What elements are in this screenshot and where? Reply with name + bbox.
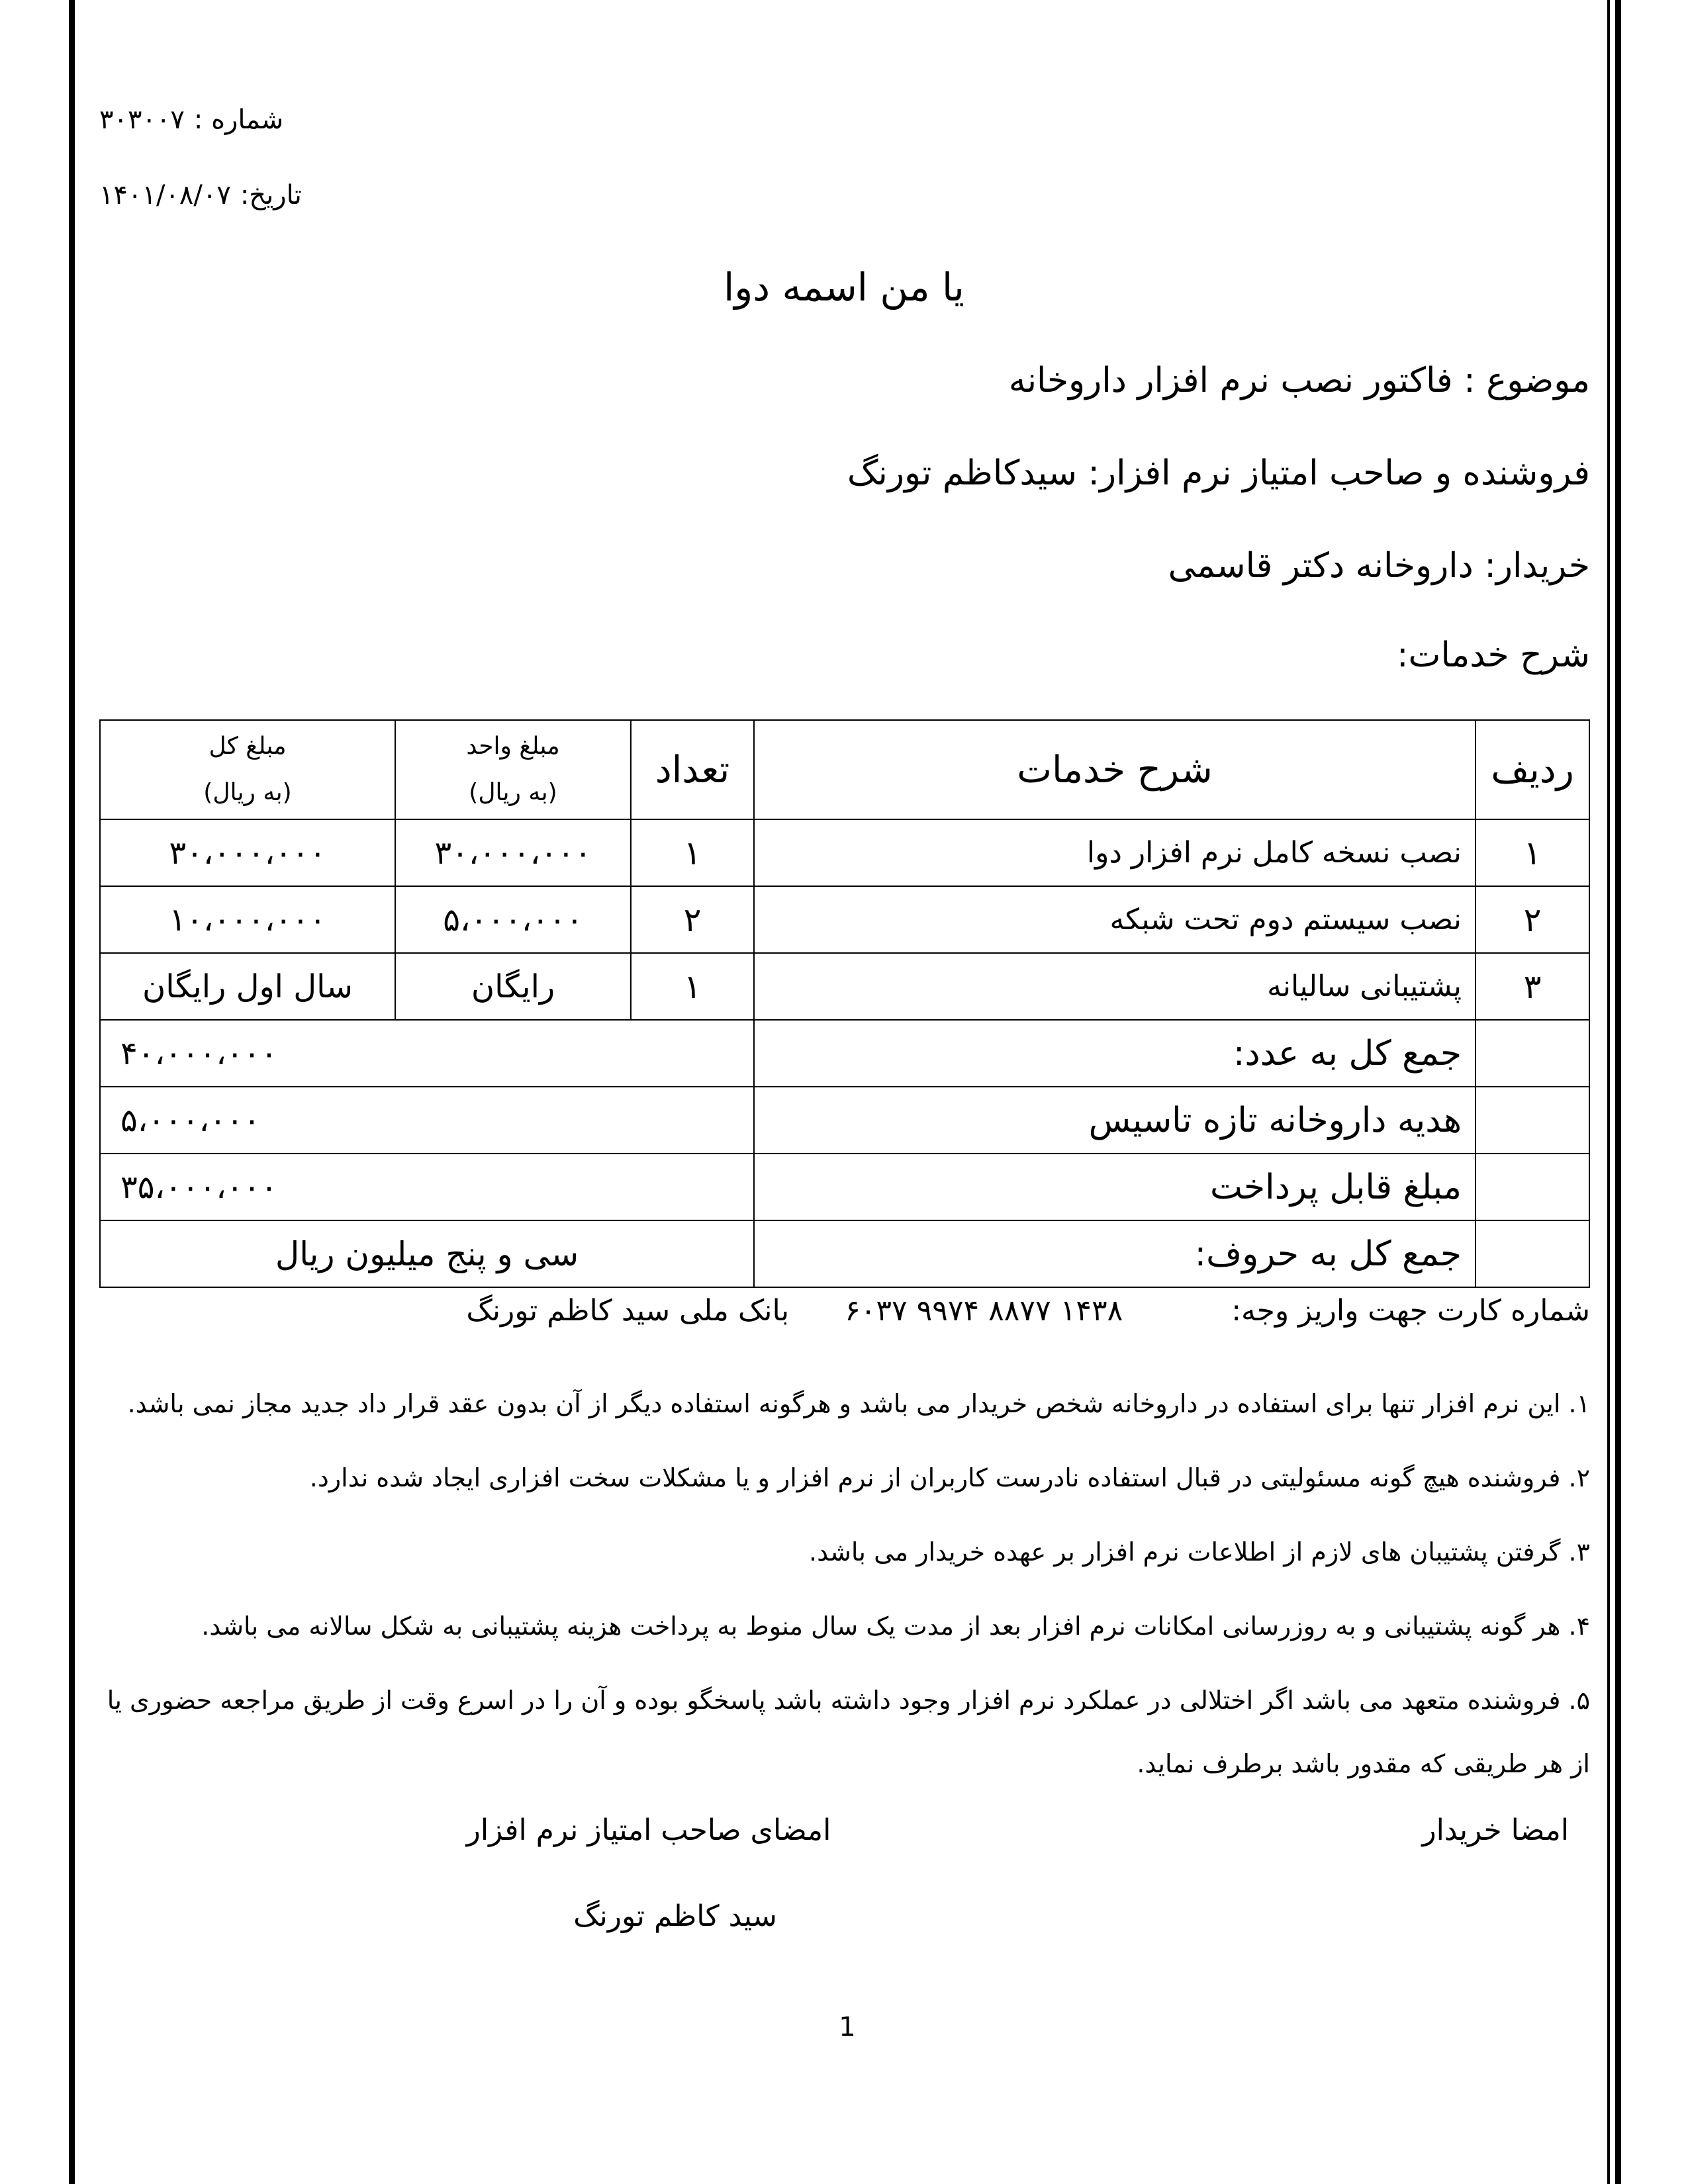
payment-card-line xyxy=(101,1294,1590,1328)
row-description: نصب نسخه کامل نرم افزار دوا xyxy=(754,819,1476,886)
total-price-note: (به ریال) xyxy=(203,779,292,806)
summary-empty-cell xyxy=(1476,1154,1589,1220)
unit-price-label: مبلغ واحد xyxy=(466,733,560,760)
summary-row-total-words xyxy=(100,1220,1589,1287)
summary-value-words: سی و پنج میلیون ریال xyxy=(100,1220,754,1287)
summary-row-payable xyxy=(100,1154,1589,1220)
invoice-seller: فروشنده و صاحب امتیاز نرم افزار: سیدکاظم تورنگ xyxy=(847,453,1590,493)
row-number: ۱ xyxy=(1476,819,1589,886)
invoice-date-value: ۱۴۰۱/۰۸/۰۷ xyxy=(99,180,231,210)
page-number: 1 xyxy=(839,2012,856,2042)
bank-name: بانک ملی سید کاظم تورنگ xyxy=(466,1294,790,1328)
term-item: ۲. فروشنده هیچ گونه مسئولیتی در قبال استفاده نادرست کاربران از نرم افزار و یا مشکلات سخت افزاری ایجاد شده ندارد. xyxy=(309,1463,1590,1492)
invoice-date-label: تاریخ: xyxy=(240,180,302,210)
col-header-quantity: تعداد xyxy=(631,720,754,819)
summary-label: جمع کل به حروف: xyxy=(754,1220,1476,1287)
invoice-subject: موضوع : فاکتور نصب نرم افزار داروخانه xyxy=(1008,361,1590,400)
invoice-table xyxy=(99,719,1590,1288)
invoice-number xyxy=(99,105,311,135)
basmala-heading: یا من اسمه دوا xyxy=(724,265,964,310)
summary-label: جمع کل به عدد: xyxy=(754,1020,1476,1087)
page-border-right-outer xyxy=(1615,0,1621,2184)
services-title: شرح خدمات: xyxy=(1397,635,1590,675)
summary-row-discount xyxy=(100,1087,1589,1154)
row-total-price: ۱۰،۰۰۰،۰۰۰ xyxy=(100,886,395,953)
row-quantity: ۱ xyxy=(631,819,754,886)
summary-empty-cell xyxy=(1476,1220,1589,1287)
invoice-number-label: شماره : xyxy=(193,105,284,135)
table-row xyxy=(100,886,1589,953)
row-total-price: ۳۰،۰۰۰،۰۰۰ xyxy=(100,819,395,886)
term-item: ۴. هر گونه پشتیبانی و به روزرسانی امکانات نرم افزار بعد از مدت یک سال منوط به پرداخت هزینه پشتیبانی به شکل سالانه می باشد. xyxy=(201,1612,1590,1641)
col-header-description: شرح خدمات xyxy=(754,720,1476,819)
term-item: ۱. این نرم افزار تنها برای استفاده در داروخانه شخص خریدار می باشد و هرگونه استفاده دیگر از آن بدون عقد قرار داد جدید مجاز نمی باشد. xyxy=(127,1389,1590,1418)
summary-row-total-numeric xyxy=(100,1020,1589,1087)
term-item: ۵. فروشنده متعهد می باشد اگر اختلالی در عملکرد نرم افزار وجود داشته باشد پاسخگو بوده و آن را در اسرع وقت از طریق مراجعه حضوری یا از هر طریقی که مقدور باشد برطرف نماید. xyxy=(107,1686,1590,1778)
page-border-right-inner xyxy=(1607,0,1610,2184)
row-number: ۳ xyxy=(1476,953,1589,1020)
summary-value: ۳۵،۰۰۰،۰۰۰ xyxy=(100,1154,754,1220)
summary-label: مبلغ قابل پرداخت xyxy=(754,1154,1476,1220)
summary-empty-cell xyxy=(1476,1087,1589,1154)
table-row xyxy=(100,953,1589,1020)
invoice-buyer: خریدار: داروخانه دکتر قاسمی xyxy=(1168,546,1590,586)
summary-value: ۵،۰۰۰،۰۰۰ xyxy=(100,1087,754,1154)
table-row xyxy=(100,819,1589,886)
row-quantity: ۲ xyxy=(631,886,754,953)
page-border-left xyxy=(69,0,75,2184)
total-price-label: مبلغ کل xyxy=(209,733,287,760)
card-number: ۶۰۳۷ ۹۹۷۴ ۸۸۷۷ ۱۴۳۸ xyxy=(845,1294,1123,1328)
row-unit-price: رایگان xyxy=(395,953,631,1020)
summary-value: ۴۰،۰۰۰،۰۰۰ xyxy=(100,1020,754,1087)
col-header-total-price xyxy=(100,720,395,819)
buyer-signature-label: امضا خریدار xyxy=(1422,1813,1569,1847)
owner-name: سید کاظم تورنگ xyxy=(573,1899,777,1933)
col-header-row: ردیف xyxy=(1476,720,1589,819)
row-description: پشتیبانی سالیانه xyxy=(754,953,1476,1020)
invoice-date xyxy=(99,180,311,210)
col-header-unit-price xyxy=(395,720,631,819)
row-unit-price: ۵،۰۰۰،۰۰۰ xyxy=(395,886,631,953)
row-number: ۲ xyxy=(1476,886,1589,953)
row-total-price: سال اول رایگان xyxy=(100,953,395,1020)
invoice-number-value: ۳۰۳۰۰۷ xyxy=(99,105,185,135)
unit-price-note: (به ریال) xyxy=(469,779,557,806)
table-header-row xyxy=(100,720,1589,819)
row-quantity: ۱ xyxy=(631,953,754,1020)
term-item: ۳. گرفتن پشتیبان های لازم از اطلاعات نرم افزار بر عهده خریدار می باشد. xyxy=(808,1537,1590,1567)
card-label: شماره کارت جهت واریز وجه: xyxy=(1231,1294,1590,1328)
row-description: نصب سیستم دوم تحت شبکه xyxy=(754,886,1476,953)
summary-label: هدیه داروخانه تازه تاسیس xyxy=(754,1087,1476,1154)
owner-signature-label: امضای صاحب امتیاز نرم افزار xyxy=(466,1813,831,1847)
row-unit-price: ۳۰،۰۰۰،۰۰۰ xyxy=(395,819,631,886)
summary-empty-cell xyxy=(1476,1020,1589,1087)
